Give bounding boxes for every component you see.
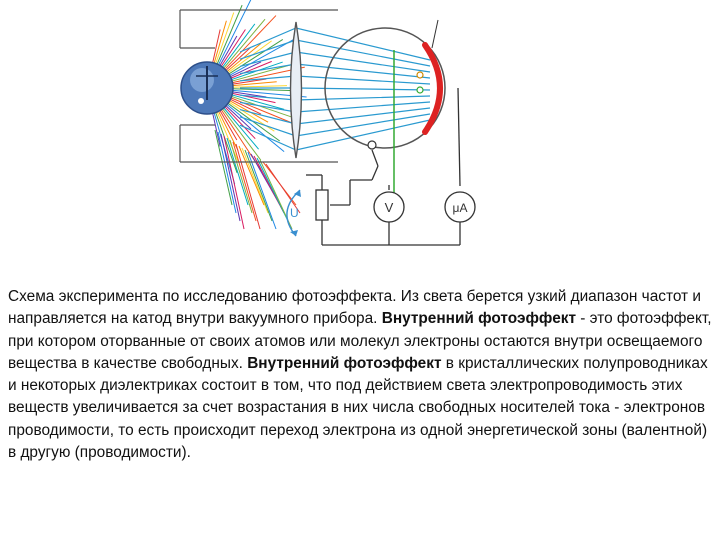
- light-ray: [240, 102, 430, 112]
- spectrum-ray: [233, 89, 297, 91]
- voltmeter: [374, 192, 404, 222]
- spectrum-ray: [225, 16, 276, 70]
- caption-intro: Схема эксперимента по исследованию фотоэффекта. Из света берется узкий диапазон частот и направляется на катод внутри вакуумного прибора.: [8, 288, 701, 328]
- caption-text: [8, 286, 716, 464]
- photoeffect-experiment-diagram: [160, 0, 500, 250]
- tube-terminal: [368, 141, 376, 149]
- light-source-lamp: [181, 62, 233, 114]
- rheostat: [316, 190, 328, 220]
- spectrum-ray: [233, 86, 287, 88]
- caption-term-1: Внутренний фотоэффект: [381, 310, 576, 328]
- voltage-label: U: [290, 206, 299, 220]
- caption-definition: - это фотоэффект, при котором оторванные от своих атомов или молекул электроны остаются внутри освещаемого вещества в качестве свободных.: [8, 310, 712, 372]
- caption-explanation: в кристаллических полупроводниках и некоторых диэлектриках состоит в том, что под действием света электропроводимость этих веществ увеличивается за счет возрастания в них числа свободных носителей тока - электронов проводимости, то есть происходит переход электрона из одной энергетической зоны (валентной) в другую (проводимости).: [8, 354, 708, 462]
- ammeter-label: μA: [452, 201, 468, 215]
- voltmeter-label: V: [384, 200, 394, 215]
- caption-term-2: Внутренний фотоэффект: [247, 354, 442, 372]
- light-rays: [240, 28, 430, 150]
- microammeter: [445, 192, 475, 222]
- light-ray: [240, 95, 430, 100]
- spectrum-ray: [233, 82, 277, 86]
- lens: [291, 22, 302, 158]
